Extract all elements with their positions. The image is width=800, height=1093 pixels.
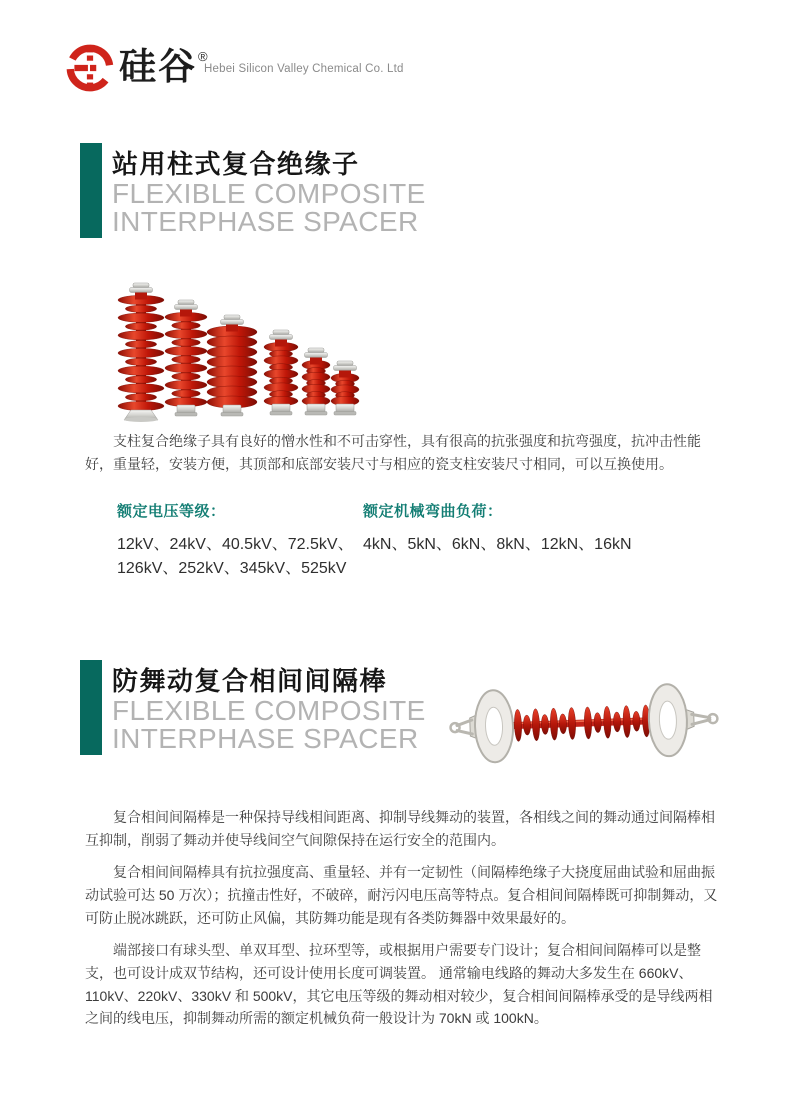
bending-load-spec-label: 额定机械弯曲负荷： <box>363 503 503 520</box>
section1-title-en-line1: FLEXIBLE COMPOSITE <box>112 178 426 209</box>
voltage-spec-label: 额定电压等级： <box>117 503 226 520</box>
section2-paragraph-3: 端部接口有球头型、单双耳型、拉环型等，或根据用户需要专门设计；复合相间间隔棒可以是整支，也可设计成双节结构，还可设计使用长度可调装置。 通常输电线路的舞动大多发生在 660kV、110kV、220kV、330kV 和 500kV，其它电压等级的舞动相对较少，复合相间间隔棒承受的是导线两相之间的线电压，抑制舞动所需的额定机械负荷一般设计为 70kN 或 100kN。 <box>85 942 713 1027</box>
post-insulators-image <box>100 276 420 426</box>
voltage-spec-column <box>117 500 354 581</box>
section2-paragraph-2: 复合相间间隔棒具有抗拉强度高、重量轻、并有一定韧性（间隔棒绝缘子大挠度屈曲试验和屈曲振动试验可达 50 万次）；抗撞击性好，不破碎，耐污闪电压高等特点。复合相间间隔棒既可抑制舞动，又可防止脱冰跳跃，还可防止风偏，其防舞功能是现有各类防舞器中效果最好的。 <box>85 864 718 926</box>
section1-title-cn: 站用柱式复合绝缘子 <box>112 149 360 179</box>
section2-title-en <box>112 697 426 753</box>
bending-load-spec-column <box>363 500 632 557</box>
section2-title-cn: 防舞动复合相间间隔棒 <box>112 666 388 696</box>
interphase-spacer-image <box>448 666 726 780</box>
company-logo-icon <box>64 42 116 94</box>
company-name-en: Hebei Silicon Valley Chemical Co. Ltd <box>204 63 404 75</box>
registered-mark: ® <box>198 49 210 64</box>
voltage-spec-values-line1: 12kV、24kV、40.5kV、72.5kV、 <box>117 536 354 553</box>
section2-title-en-line2: INTERPHASE SPACER <box>112 723 419 754</box>
section2-title-en-line1: FLEXIBLE COMPOSITE <box>112 695 426 726</box>
section2-paragraph-1: 复合相间间隔棒是一种保持导线相间距离、抑制导线舞动的装置，各相线之间的舞动通过间隔棒相互抑制，削弱了舞动并使导线间空气间隙保持在运行安全的范围内。 <box>85 809 715 848</box>
brand-name-text: 硅谷 <box>119 46 197 87</box>
voltage-spec-values-line2: 126kV、252kV、345kV、525kV <box>117 560 347 577</box>
section1-title-en <box>112 180 426 236</box>
section1-title-en-line2: INTERPHASE SPACER <box>112 206 419 237</box>
section1-accent-bar <box>80 143 102 238</box>
brand-name <box>119 48 210 85</box>
bending-load-spec-values: 4kN、5kN、6kN、8kN、12kN、16kN <box>363 536 632 553</box>
section1-description: 支柱复合绝缘子具有良好的憎水性和不可击穿性，具有很高的抗张强度和抗弯强度，抗冲击性能好，重量轻，安装方便，其顶部和底部安装尺寸与相应的瓷支柱安装尺寸相同，可以互换使用。 <box>85 433 701 472</box>
section2-paragraphs <box>85 806 723 1040</box>
section2-accent-bar <box>80 660 102 755</box>
